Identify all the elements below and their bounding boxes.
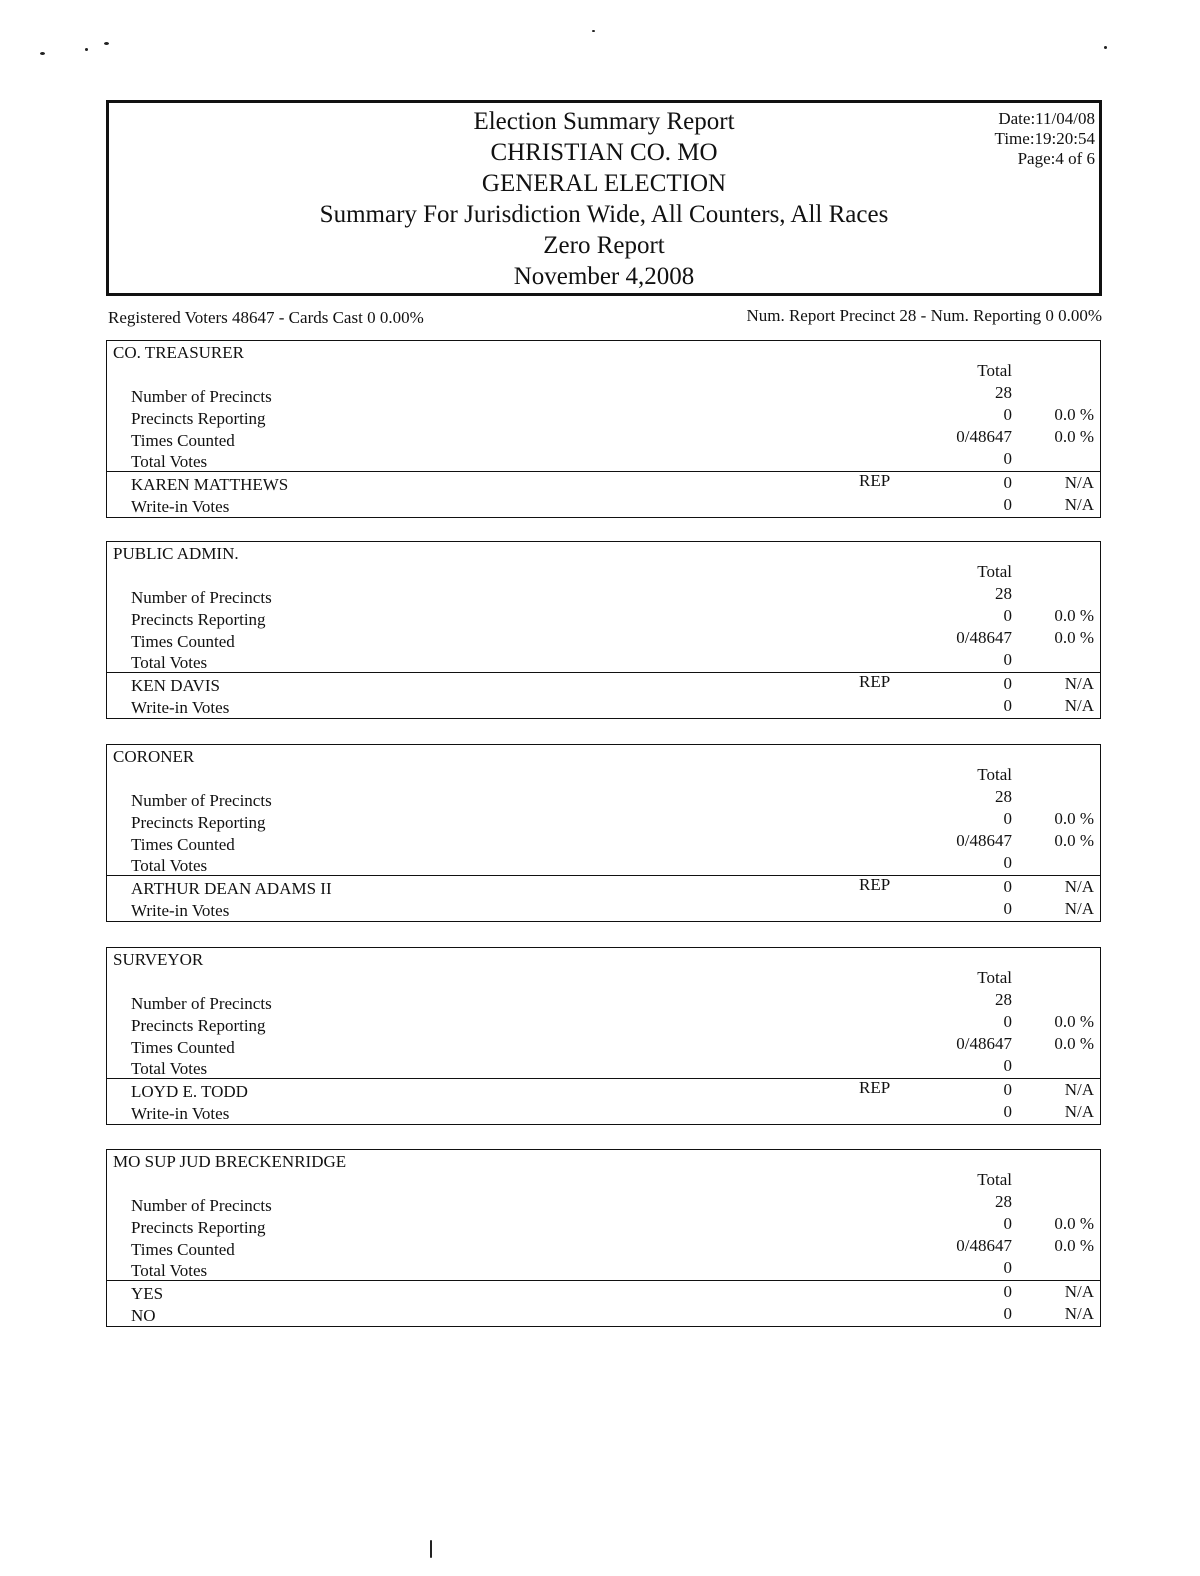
label-precincts-reporting: Precincts Reporting [131, 1218, 266, 1237]
divider [107, 471, 1100, 472]
report-title: Election Summary Report [473, 108, 735, 135]
registered-voters-summary: Registered Voters 48647 - Cards Cast 0 0.00% [108, 308, 424, 327]
election-date: November 4,2008 [513, 263, 695, 290]
value-times-counted: 0/48647 [956, 628, 1012, 647]
scan-speck [1104, 46, 1107, 49]
precinct-reporting-summary: Num. Report Precinct 28 - Num. Reporting 0 0.00% [746, 306, 1102, 325]
race-title: PUBLIC ADMIN. [113, 544, 239, 563]
label-precincts-reporting: Precincts Reporting [131, 409, 266, 428]
label-times-counted: Times Counted [131, 1240, 235, 1259]
candidate-votes: 0 [1003, 674, 1012, 693]
label-number-of-precincts: Number of Precincts [131, 588, 272, 607]
value-number-of-precincts: 28 [995, 383, 1012, 402]
label-times-counted: Times Counted [131, 431, 235, 450]
value-total-votes: 0 [1003, 650, 1012, 669]
candidate-party: REP [859, 672, 891, 691]
candidate-name: KEN DAVIS [131, 676, 220, 695]
value-precincts-reporting: 0 [1003, 1214, 1012, 1233]
total-header: Total [977, 1170, 1012, 1189]
report-header [106, 100, 1102, 296]
candidate-pct: N/A [1064, 473, 1094, 492]
candidate-votes: 0 [1003, 473, 1012, 492]
candidate-name: LOYD E. TODD [131, 1082, 248, 1101]
value-precincts-reporting: 0 [1003, 405, 1012, 424]
candidate-party: REP [859, 1078, 891, 1097]
candidate-votes: 0 [1003, 1080, 1012, 1099]
candidate-name: ARTHUR DEAN ADAMS II [131, 879, 332, 898]
choice-no-pct: N/A [1064, 1304, 1094, 1323]
value-total-votes: 0 [1003, 1056, 1012, 1075]
writein-name: Write-in Votes [131, 901, 230, 920]
label-total-votes: Total Votes [131, 856, 208, 875]
total-header: Total [977, 562, 1012, 581]
writein-pct: N/A [1064, 495, 1094, 514]
choice-no: NO [131, 1306, 156, 1325]
pct-times-counted: 0.0 % [1054, 1034, 1094, 1053]
writein-votes: 0 [1003, 696, 1012, 715]
label-total-votes: Total Votes [131, 1059, 208, 1078]
election-name: GENERAL ELECTION [481, 170, 727, 197]
writein-pct: N/A [1064, 1102, 1094, 1121]
race-coroner [106, 744, 1101, 922]
writein-votes: 0 [1003, 899, 1012, 918]
value-number-of-precincts: 28 [995, 990, 1012, 1009]
race-title: CORONER [113, 747, 195, 766]
choice-yes: YES [131, 1284, 164, 1303]
race-mo-sup-jud-breckenridge [106, 1149, 1101, 1327]
label-number-of-precincts: Number of Precincts [131, 387, 272, 406]
value-total-votes: 0 [1003, 1258, 1012, 1277]
value-precincts-reporting: 0 [1003, 606, 1012, 625]
value-number-of-precincts: 28 [995, 584, 1012, 603]
writein-name: Write-in Votes [131, 1104, 230, 1123]
writein-votes: 0 [1003, 1102, 1012, 1121]
pct-times-counted: 0.0 % [1054, 831, 1094, 850]
pct-precincts-reporting: 0.0 % [1054, 1214, 1094, 1233]
candidate-pct: N/A [1064, 1080, 1094, 1099]
total-header: Total [977, 968, 1012, 987]
divider [107, 1078, 1100, 1079]
writein-pct: N/A [1064, 899, 1094, 918]
label-precincts-reporting: Precincts Reporting [131, 813, 266, 832]
label-precincts-reporting: Precincts Reporting [131, 610, 266, 629]
race-surveyor [106, 947, 1101, 1125]
total-header: Total [977, 361, 1012, 380]
label-total-votes: Total Votes [131, 452, 208, 471]
label-total-votes: Total Votes [131, 653, 208, 672]
candidate-name: KAREN MATTHEWS [131, 475, 289, 494]
race-title: MO SUP JUD BRECKENRIDGE [113, 1152, 347, 1171]
label-total-votes: Total Votes [131, 1261, 208, 1280]
divider [107, 672, 1100, 673]
writein-name: Write-in Votes [131, 497, 230, 516]
pct-precincts-reporting: 0.0 % [1054, 405, 1094, 424]
writein-votes: 0 [1003, 495, 1012, 514]
race-title: SURVEYOR [113, 950, 204, 969]
total-header: Total [977, 765, 1012, 784]
candidate-party: REP [859, 875, 891, 894]
report-scope: Summary For Jurisdiction Wide, All Counters, All Races [319, 201, 889, 228]
label-times-counted: Times Counted [131, 632, 235, 651]
race-title: CO. TREASURER [113, 343, 244, 362]
candidate-votes: 0 [1003, 877, 1012, 896]
candidate-party: REP [859, 471, 891, 490]
report-date: Date:11/04/08 [998, 109, 1095, 128]
value-times-counted: 0/48647 [956, 1236, 1012, 1255]
label-number-of-precincts: Number of Precincts [131, 994, 272, 1013]
choice-no-votes: 0 [1003, 1304, 1012, 1323]
value-times-counted: 0/48647 [956, 831, 1012, 850]
label-times-counted: Times Counted [131, 1038, 235, 1057]
choice-yes-pct: N/A [1064, 1282, 1094, 1301]
report-meta [995, 109, 1095, 169]
scan-speck [104, 42, 109, 45]
label-precincts-reporting: Precincts Reporting [131, 1016, 266, 1035]
value-times-counted: 0/48647 [956, 427, 1012, 446]
value-total-votes: 0 [1003, 853, 1012, 872]
race-public-admin [106, 541, 1101, 719]
pct-times-counted: 0.0 % [1054, 427, 1094, 446]
scan-speck [40, 52, 45, 55]
race-co-treasurer [106, 340, 1101, 518]
pct-precincts-reporting: 0.0 % [1054, 809, 1094, 828]
report-type: Zero Report [543, 232, 665, 259]
candidate-pct: N/A [1064, 674, 1094, 693]
pct-times-counted: 0.0 % [1054, 628, 1094, 647]
divider [107, 875, 1100, 876]
pct-precincts-reporting: 0.0 % [1054, 606, 1094, 625]
scan-speck [430, 1540, 432, 1558]
value-precincts-reporting: 0 [1003, 809, 1012, 828]
report-time: Time:19:20:54 [994, 129, 1095, 148]
value-precincts-reporting: 0 [1003, 1012, 1012, 1031]
writein-pct: N/A [1064, 696, 1094, 715]
scan-speck [592, 30, 595, 32]
choice-yes-votes: 0 [1003, 1282, 1012, 1301]
value-total-votes: 0 [1003, 449, 1012, 468]
label-number-of-precincts: Number of Precincts [131, 791, 272, 810]
pct-precincts-reporting: 0.0 % [1054, 1012, 1094, 1031]
county-name: CHRISTIAN CO. MO [490, 139, 718, 166]
value-number-of-precincts: 28 [995, 1192, 1012, 1211]
value-times-counted: 0/48647 [956, 1034, 1012, 1053]
value-number-of-precincts: 28 [995, 787, 1012, 806]
scan-speck [85, 48, 88, 51]
writein-name: Write-in Votes [131, 698, 230, 717]
pct-times-counted: 0.0 % [1054, 1236, 1094, 1255]
page-number: Page:4 of 6 [1017, 149, 1095, 168]
label-times-counted: Times Counted [131, 835, 235, 854]
divider [107, 1280, 1100, 1281]
candidate-pct: N/A [1064, 877, 1094, 896]
label-number-of-precincts: Number of Precincts [131, 1196, 272, 1215]
